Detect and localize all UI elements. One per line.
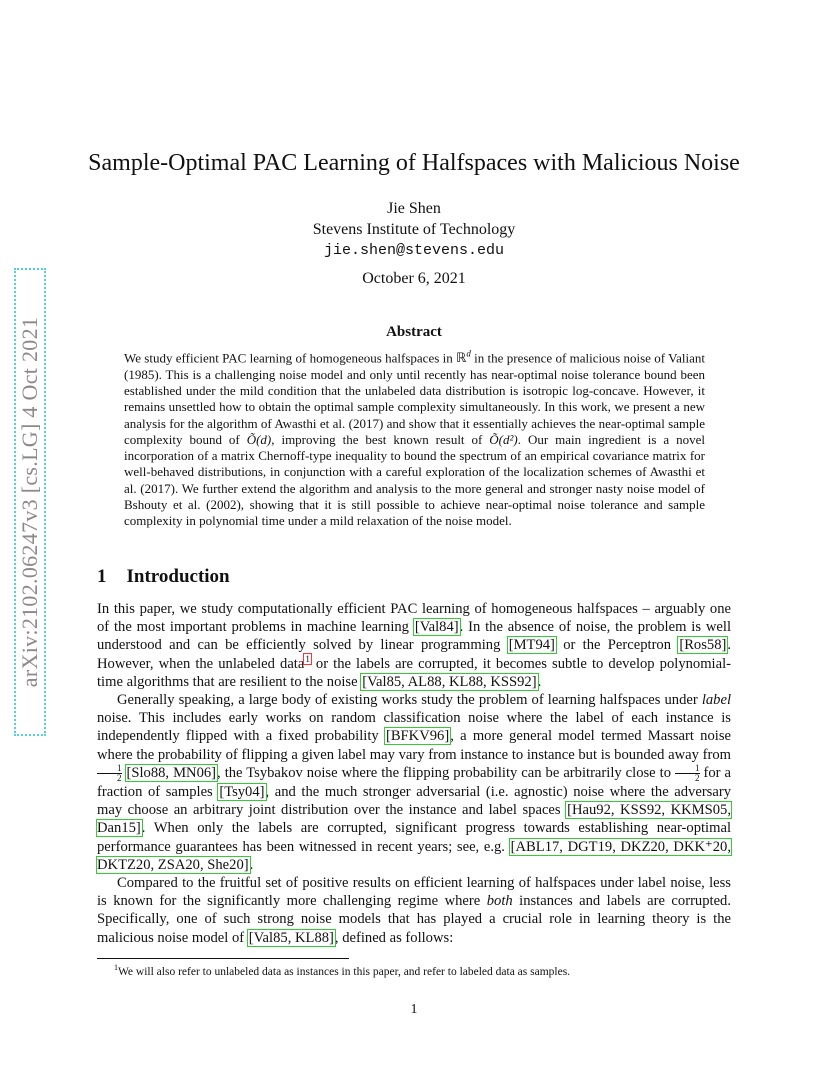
fraction-denominator: 2 <box>97 773 122 783</box>
citation-link[interactable]: [Val85, AL88, KL88, KSS92] <box>362 673 537 690</box>
fraction-one-half <box>97 764 122 783</box>
section-title: Introduction <box>126 566 230 587</box>
author-affiliation: Stevens Institute of Technology <box>312 221 516 238</box>
text <box>122 765 126 781</box>
text: or the Perceptron <box>555 637 679 654</box>
citation-link[interactable]: [BFKV96] <box>385 728 450 745</box>
citation-link[interactable]: [Val84] <box>414 619 459 636</box>
author-name: Jie Shen <box>387 200 441 217</box>
author-email[interactable]: jie.shen@stevens.edu <box>323 242 505 259</box>
fraction-numerator: 1 <box>695 762 700 773</box>
fraction-one-half <box>675 764 700 783</box>
paper-date: October 6, 2021 <box>362 270 466 287</box>
math-od2: Õ(d²) <box>489 431 518 447</box>
footnote-text: We will also refer to unlabeled data as instances in this paper, and refer to labeled data as samples. <box>118 965 571 978</box>
footnote-mark: 1 <box>114 963 118 972</box>
page-number: 1 <box>410 1002 418 1017</box>
math-rd <box>456 350 471 365</box>
abstract-text: in the presence of malicious noise of Valiant (1985). This is a challenging noise model and only until recently has near-optimal noise tolerance bound been established under the mild condition that the unlabeled data distribution is isotropic log-concave. However, it remains unsettled how to obtain the optimal sample complexity simultaneously. In this work, we present a new analysis for the algorithm of Awasthi et al. (2017) and show that it essentially achieves the near-optimal sample complexity bound of <box>124 350 705 447</box>
math-od: Õ(d) <box>246 431 272 447</box>
abstract-text: . Our main ingredient is a novel incorporation of a matrix Chernoff-type inequality to bound the spectrum of an empirical covariance matrix for well-behaved distributions, in conjunction with a careful exploration of the localization schemes of Awasthi et al. (2017). We further extend the algorithm and analysis to the more general and stronger nasty noise model of Bshouty et al. (2002), showing that it is still possible to achieve near-optimal noise tolerance and sample complexity in polynomial time under a mild relaxation of the noise model. <box>124 431 705 529</box>
text: . However, when the unlabeled data <box>97 637 732 672</box>
footnote <box>114 963 570 978</box>
text: Compared to the fruitful set of positive results on efficient learning of halfspaces under label noise, less is known for the significantly more challenging regime where <box>97 875 731 910</box>
abstract-text: We study efficient PAC learning of homogeneous halfspaces in <box>124 350 457 366</box>
text: . <box>537 673 542 690</box>
text: Generally speaking, a large body of existing works study the problem of learning halfspaces under <box>117 692 702 709</box>
citation-link[interactable]: [Val85, KL88] <box>248 929 334 946</box>
text: instances and labels are corrupted. Specifically, one of such strong noise models that has played a crucial role in learning theory is the malicious noise model of <box>97 893 731 946</box>
section-number: 1 <box>97 566 107 587</box>
introduction-body <box>97 600 731 947</box>
text: . When only the labels are corrupted, significant progress towards establishing near-optimal performance guarantees has been witnessed in recent years; see, e.g. <box>97 820 731 855</box>
footnote-rule <box>97 958 349 959</box>
paragraph-3 <box>97 874 731 947</box>
emphasis: label <box>701 692 731 709</box>
text: , the Tsybakov noise where the flipping probability can be arbitrarily close to <box>217 764 676 781</box>
citation-link[interactable]: [MT94] <box>508 637 555 654</box>
text: In this paper, we study computationally efficient PAC learning of homogeneous halfspaces – arguably one of the most important problems in machine learning <box>97 601 731 636</box>
paper-title: Sample-Optimal PAC Learning of Halfspaces with Malicious Noise <box>88 150 740 176</box>
text: or the labels are corrupted, it becomes subtle to develop polynomial-time algorithms that are resilient to the noise <box>97 655 732 690</box>
abstract-heading: Abstract <box>386 324 442 340</box>
text: noise. This includes early works on random classification noise where the label of each instance is independently flipped with a fixed probability <box>97 710 731 745</box>
text: . <box>249 856 254 873</box>
footnote-link[interactable]: 1 <box>305 653 310 664</box>
math-r-symbol: ℝ <box>456 350 467 366</box>
math-d-exponent: d <box>466 349 471 359</box>
fraction-numerator: 1 <box>117 762 122 773</box>
arxiv-id-text: arXiv:2102.06247v3 [cs.LG] 4 Oct 2021 <box>17 316 42 688</box>
text: , defined as follows: <box>334 929 454 946</box>
citation-link[interactable]: [Hau92, KSS92, KKMS05, Dan15] <box>97 802 732 837</box>
citation-link[interactable]: [Tsy04] <box>219 783 265 800</box>
text: . In the absence of noise, the problem is well understood and can be efficiently solved by linear programming <box>97 619 731 654</box>
text: , a more general model termed Massart noise where the probability of flipping a given label may vary from instance to instance but is bounded away from <box>97 728 731 763</box>
abstract-text: , improving the best known result of <box>271 431 490 447</box>
citation-link[interactable]: [Slo88, MN06] <box>126 764 217 781</box>
paragraph-1 <box>97 600 731 691</box>
fraction-denominator: 2 <box>675 773 700 783</box>
section-heading <box>97 566 230 588</box>
author-block <box>0 198 828 261</box>
abstract-body <box>124 346 705 530</box>
text: for a fraction of samples <box>97 764 732 800</box>
citation-link[interactable]: [ABL17, DGT19, DKZ20, DKK⁺20, DKTZ20, ZSA20, She20] <box>97 838 731 873</box>
emphasis: both <box>486 893 513 910</box>
paragraph-2 <box>97 691 731 874</box>
text: , and the much stronger adversarial (i.e. agnostic) noise where the adversary may choose an arbitrary joint distribution over the instance and label spaces <box>97 783 731 819</box>
citation-link[interactable]: [Ros58] <box>679 637 727 654</box>
